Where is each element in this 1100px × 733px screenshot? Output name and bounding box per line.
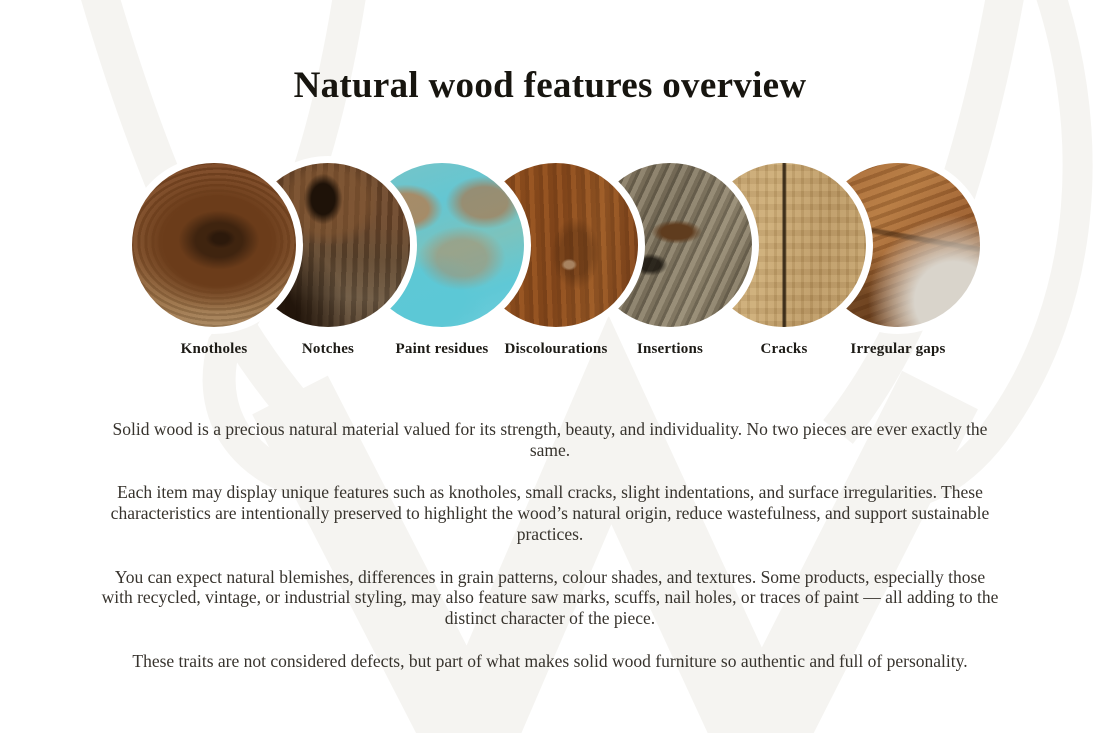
feature-label: Irregular gaps: [850, 341, 946, 357]
knotholes-photo: [125, 156, 303, 334]
paragraph-intro: Solid wood is a precious natural material valued for its strength, beauty, and individuality. No two pieces are ever exactly the same.: [112, 419, 988, 460]
feature-label: Discolourations: [504, 341, 608, 357]
feature-label: Paint residues: [395, 341, 489, 357]
feature-label: Knotholes: [180, 341, 248, 357]
feature-item-knotholes: [125, 156, 303, 358]
paragraph-unique-features: Each item may display unique features such as knotholes, small cracks, slight indentations, and surface irregularities. These characteristics are intentionally preserved to highlight the wood’s natural origin, reduce wastefulness, and support sustainable practices.: [110, 482, 990, 544]
feature-label: Insertions: [636, 341, 704, 357]
paragraph-expectations: You can expect natural blemishes, differences in grain patterns, colour shades, and textures. Some products, especially those with recycled, vintage, or industrial styling, may also feature saw marks, scuffs, nail holes, or traces of paint — all adding to the distinct character of the piece.: [101, 566, 999, 628]
feature-label: Cracks: [760, 341, 808, 357]
feature-label: Notches: [301, 341, 355, 357]
body-text: [100, 419, 1000, 693]
paragraph-conclusion: These traits are not considered defects, but part of what makes solid wood furniture so authentic and full of personality.: [132, 650, 968, 671]
features-row: [0, 156, 1100, 366]
page-title: Natural wood features overview: [293, 65, 807, 106]
